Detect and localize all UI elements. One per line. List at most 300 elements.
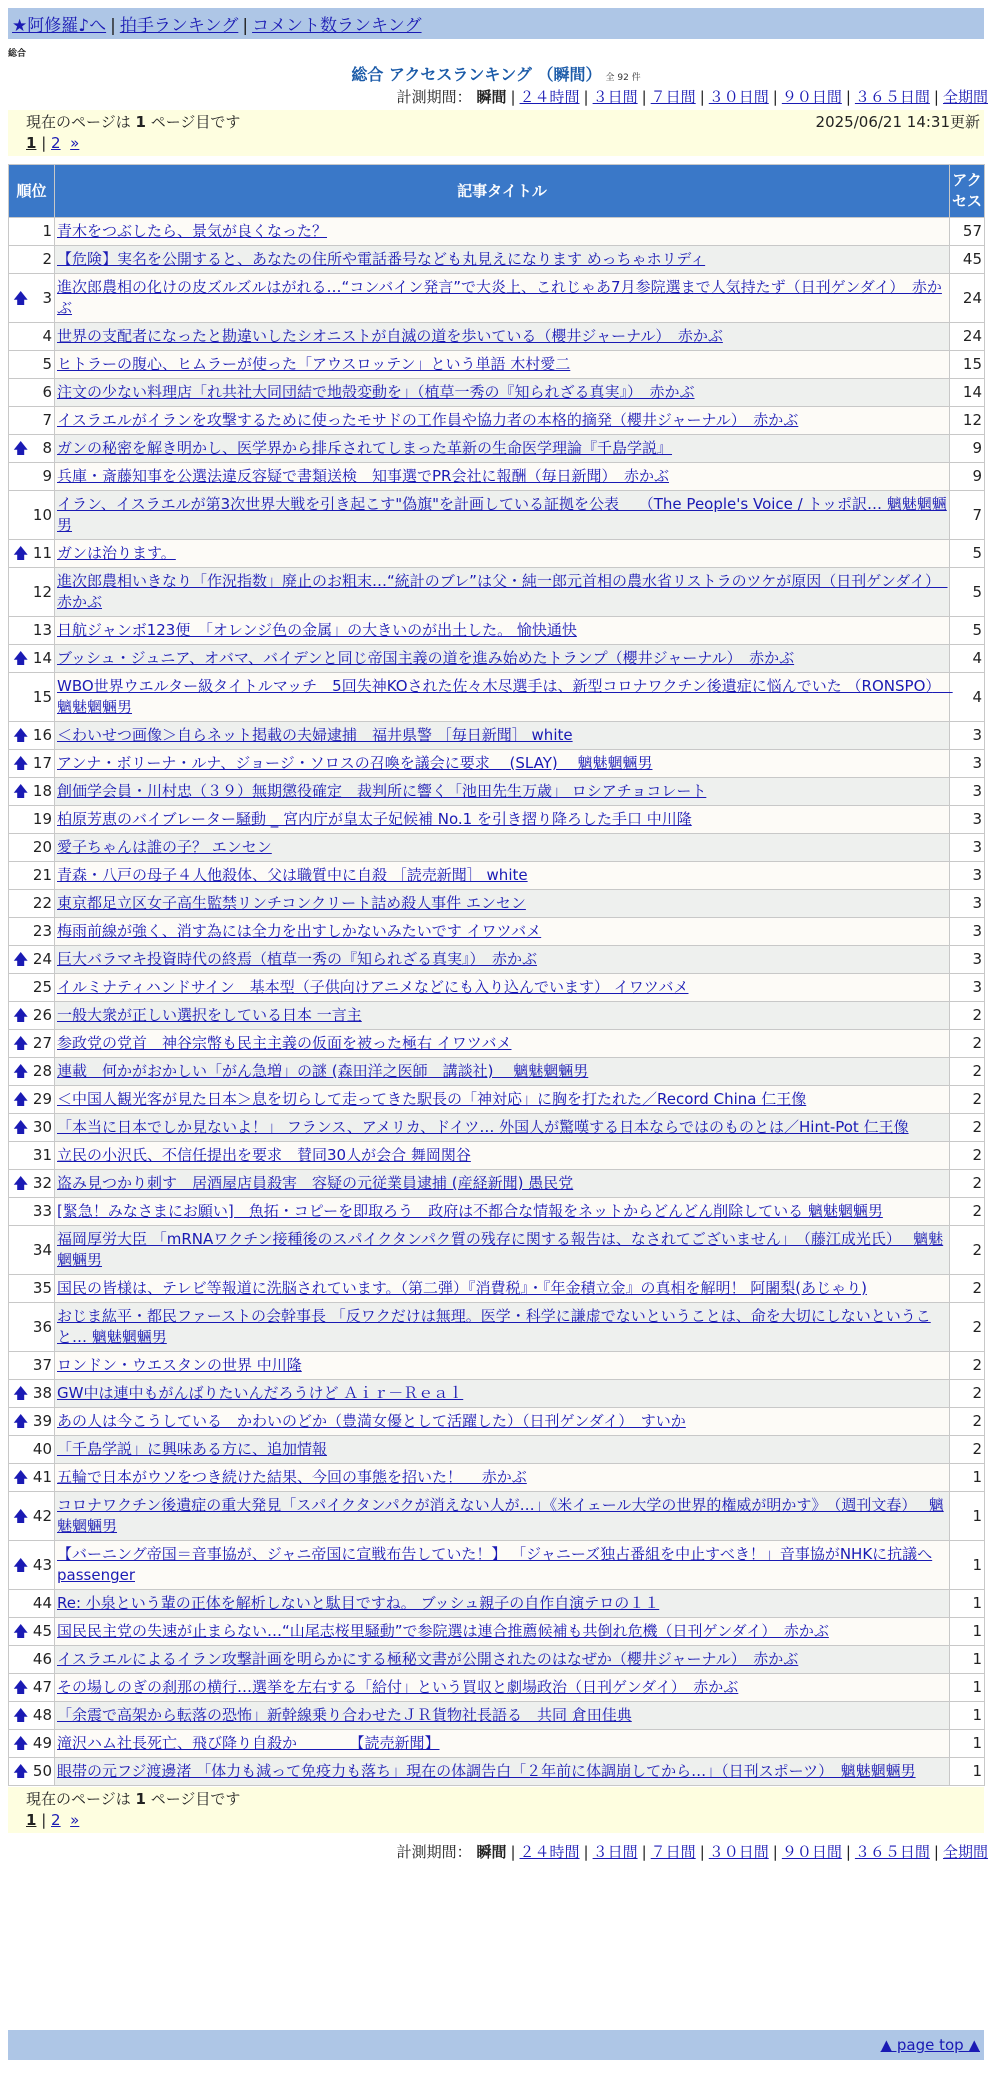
access-count: 3	[950, 974, 985, 1002]
article-title-link[interactable]: あの人は今こうしている かわいのどか（豊満女優として活躍した）（日刊ゲンダイ） すいか	[57, 1412, 686, 1430]
rank-up-arrow-icon: 🡅	[13, 950, 29, 968]
title-cell	[55, 1758, 950, 1786]
title-cell	[55, 918, 950, 946]
article-title-link[interactable]: 巨大バラマキ投資時代の終焉（植草一秀の『知られざる真実』） 赤かぶ	[57, 950, 538, 968]
article-title-link[interactable]: 眼帯の元フジ渡邊渚 「体力も減って免疫力も落ち」現在の体調告白「２年前に体調崩してから…」（日刊スポーツ） 魑魅魍魎男	[57, 1762, 916, 1780]
rank-cell	[9, 645, 55, 673]
access-count: 5	[950, 568, 985, 617]
table-row	[9, 1646, 985, 1674]
article-title-link[interactable]: 盗み見つかり刺す 居酒屋店員殺害 容疑の元従業員逮捕 (産経新聞) 愚民党	[57, 1174, 574, 1192]
title-cell	[55, 1114, 950, 1142]
rank-cell	[9, 1275, 55, 1303]
rank-cell	[9, 1758, 55, 1786]
access-count: 2	[950, 1142, 985, 1170]
rank-number: 7	[42, 411, 52, 429]
table-row	[9, 1730, 985, 1758]
access-count: 3	[950, 778, 985, 806]
access-count: 3	[950, 750, 985, 778]
table-row	[9, 246, 985, 274]
period-selector-bottom: 計測期間： 瞬間 | ２４時間 | ３日間 | ７日間 | ３０日間 | ９０日間 | ３６５日間 | 全期間	[396, 1843, 988, 1861]
period-7d[interactable]: ７日間	[650, 88, 696, 106]
rank-cell	[9, 673, 55, 722]
rank-number: 37	[32, 1356, 52, 1374]
access-count: 14	[950, 379, 985, 407]
current-page: 1	[135, 1790, 146, 1808]
period-30d[interactable]: ３０日間	[708, 88, 769, 106]
access-count: 1	[950, 1590, 985, 1618]
rank-up-arrow-icon: 🡅	[13, 726, 29, 744]
rank-cell	[9, 1142, 55, 1170]
table-row	[9, 1492, 985, 1541]
article-title-link[interactable]: Re: 小泉という輩の正体を解析しないと駄目ですね。 ブッシュ親子の自作自演テロの１１	[57, 1594, 660, 1612]
access-count: 15	[950, 351, 985, 379]
access-count: 5	[950, 540, 985, 568]
access-count: 1	[950, 1702, 985, 1730]
rank-number: 49	[32, 1734, 52, 1752]
page-top-link[interactable]: ▲ page top ▲	[880, 2036, 980, 2054]
rank-up-arrow-icon: 🡅	[13, 1034, 29, 1052]
nav-link-comment-ranking[interactable]: コメント数ランキング	[252, 16, 422, 36]
title-cell	[55, 1730, 950, 1758]
rank-cell	[9, 540, 55, 568]
article-title-link[interactable]: ロンドン・ウエスタンの世界 中川隆	[57, 1356, 302, 1374]
title-cell	[55, 463, 950, 491]
rank-cell	[9, 1730, 55, 1758]
rank-number: 11	[32, 544, 52, 562]
access-count: 3	[950, 862, 985, 890]
title-cell	[55, 379, 950, 407]
rank-number: 23	[32, 922, 52, 940]
table-row	[9, 806, 985, 834]
rank-number: 25	[32, 978, 52, 996]
article-title-link[interactable]: 日航ジャンボ123便 「オレンジ色の金属」の大きいのが出土した。 愉快通快	[57, 621, 577, 639]
rank-cell	[9, 750, 55, 778]
article-title-link[interactable]: ヒトラーの腹心、ヒムラーが使った「アウスロッテン」という単語 木村愛二	[57, 355, 571, 373]
rank-up-arrow-icon: 🡅	[13, 1384, 29, 1402]
title-cell	[55, 1352, 950, 1380]
access-count: 1	[950, 1464, 985, 1492]
article-title-link[interactable]: 「本当に日本でしか見ないよ！」 フランス、アメリカ、ドイツ… 外国人が驚嘆する日本ならではのものとは／Hint-Pot 仁王像	[57, 1118, 909, 1136]
header-title: 記事タイトル	[55, 165, 950, 218]
period-label: 計測期間：	[396, 88, 472, 106]
article-title-link[interactable]: 「余震で高架から転落の恐怖」新幹線乗り合わせたＪＲ貨物社長語る 共同 倉田佳典	[57, 1706, 632, 1724]
period-30d[interactable]: ３０日間	[708, 1843, 769, 1861]
period-365d[interactable]: ３６５日間	[854, 88, 930, 106]
access-count: 1	[950, 1730, 985, 1758]
rank-cell	[9, 1618, 55, 1646]
rank-number: 15	[32, 687, 52, 706]
period-24h[interactable]: ２４時間	[519, 88, 580, 106]
title-cell	[55, 645, 950, 673]
article-title-link[interactable]: アンナ・ボリーナ・ルナ、ジョージ・ソロスの召喚を議会に要求 (SLAY) 魑魅魍魎男	[57, 754, 653, 772]
article-title-link[interactable]: 連載 何かがおかしい「がん急増」の謎 (森田洋之医師 講談社) 魑魅魍魎男	[57, 1062, 589, 1080]
rank-up-arrow-icon: 🡅	[13, 1062, 29, 1080]
rank-up-arrow-icon: 🡅	[13, 544, 29, 562]
title-cell	[55, 1436, 950, 1464]
rank-number: 3	[42, 288, 52, 307]
period-7d[interactable]: ７日間	[650, 1843, 696, 1861]
rank-cell	[9, 491, 55, 540]
title-cell	[55, 617, 950, 645]
rank-up-arrow-icon: 🡅	[13, 1622, 29, 1640]
article-title-link[interactable]: ブッシュ・ジュニア、オバマ、バイデンと同じ帝国主義の道を進み始めたトランプ（櫻井ジャーナル） 赤かぶ	[57, 649, 795, 667]
table-row	[9, 568, 985, 617]
rank-number: 45	[32, 1622, 52, 1640]
title-cell	[55, 491, 950, 540]
rank-number: 24	[32, 950, 52, 968]
table-row	[9, 1702, 985, 1730]
article-title-link[interactable]: WBO世界ウエルター級タイトルマッチ 5回失神KOされた佐々木尽選手は、新型コロナワクチン後遺症に悩んでいた （RONSPO） 魑魅魍魎男	[57, 677, 953, 716]
article-title-link[interactable]: コロナワクチン後遺症の重大発見「スパイクタンパクが消えない人が…」《米イェール大学の世界的権威が明かす》 （週刊文春） 魑魅魍魎男	[57, 1496, 944, 1535]
article-title-link[interactable]: その場しのぎの刹那の横行…選挙を左右する「給付」という買収と劇場政治（日刊ゲンダイ） 赤かぶ	[57, 1678, 739, 1696]
rank-up-arrow-icon: 🡅	[13, 649, 29, 667]
rank-cell	[9, 778, 55, 806]
title-cell	[55, 1002, 950, 1030]
page-1: 1	[26, 1811, 37, 1829]
period-selector-top: 計測期間： 瞬間 | ２４時間 | ３日間 | ７日間 | ３０日間 | ９０日間 | ３６５日間 | 全期間	[396, 88, 988, 106]
access-count: 3	[950, 834, 985, 862]
article-title-link[interactable]: 【危険】実名を公開すると、あなたの住所や電話番号なども丸見えになります めっちゃホリディ	[57, 250, 706, 268]
rank-up-arrow-icon: 🡅	[13, 754, 29, 772]
access-count: 24	[950, 274, 985, 323]
table-row	[9, 1086, 985, 1114]
table-row	[9, 274, 985, 323]
rank-up-arrow-icon: 🡅	[13, 1678, 29, 1696]
rank-number: 27	[32, 1034, 52, 1052]
access-count: 7	[950, 491, 985, 540]
table-row	[9, 463, 985, 491]
article-title-link[interactable]: イラン、イスラエルが第3次世界大戦を引き起こす"偽旗"を計画している証拠を公表 （The People's Voice / トッポ訳… 魑魅魍魎男	[57, 495, 947, 534]
article-title-link[interactable]: 世界の支配者になったと勘違いしたシオニストが自滅の道を歩いている（櫻井ジャーナル） 赤かぶ	[57, 327, 723, 345]
rank-cell	[9, 722, 55, 750]
table-row	[9, 1618, 985, 1646]
article-title-link[interactable]: おじま紘平・都民ファーストの会幹事長 「反ワクだけは無理。医学・科学に謙虚でないということは、命を大切にしないということ… 魑魅魍魎男	[57, 1307, 931, 1346]
rank-number: 17	[32, 754, 52, 772]
rank-number: 18	[32, 782, 52, 800]
period-90d[interactable]: ９０日間	[781, 88, 842, 106]
header-access: アクセス	[950, 165, 985, 218]
title-cell	[55, 1303, 950, 1352]
rank-number: 28	[32, 1062, 52, 1080]
article-title-link[interactable]: イスラエルによるイラン攻撃計画を明らかにする極秘文書が公開されたのはなぜか（櫻井ジャーナル） 赤かぶ	[57, 1650, 799, 1668]
rank-cell	[9, 246, 55, 274]
access-count: 57	[950, 218, 985, 246]
article-title-link[interactable]: GW中は連中もがんばりたいんだろうけど Ａｉｒ－Ｒｅａｌ	[57, 1384, 464, 1402]
total-count: 全 92 件	[605, 73, 641, 83]
title-cell	[55, 1086, 950, 1114]
table-row	[9, 1030, 985, 1058]
title-cell	[55, 974, 950, 1002]
access-count: 2	[950, 1114, 985, 1142]
rank-cell	[9, 806, 55, 834]
title-cell	[55, 862, 950, 890]
top-nav	[8, 8, 984, 39]
rank-number: 50	[32, 1762, 52, 1780]
title-cell	[55, 1142, 950, 1170]
article-title-link[interactable]: 青森・八戸の母子４人他殺体、父は職質中に自殺 ［読売新聞］ white	[57, 866, 528, 884]
page-prefix: 現在のページは	[26, 113, 131, 131]
table-row	[9, 1170, 985, 1198]
article-title-link[interactable]: 国民の皆様は、テレビ等報道に洗脳されています。（第二弾）『消費税』・『年金積立金』の真相を解明！ 阿闍梨(あじゃり)	[57, 1279, 867, 1297]
rank-cell	[9, 1702, 55, 1730]
rank-number: 14	[32, 649, 52, 667]
period-90d[interactable]: ９０日間	[781, 1843, 842, 1861]
rank-number: 39	[32, 1412, 52, 1430]
rank-cell	[9, 862, 55, 890]
next-page-link[interactable]: »	[70, 1811, 80, 1829]
rank-up-arrow-icon: 🡅	[13, 1734, 29, 1752]
access-count: 2	[950, 1086, 985, 1114]
access-count: 24	[950, 323, 985, 351]
period-24h[interactable]: ２４時間	[519, 1843, 580, 1861]
title-cell	[55, 540, 950, 568]
rank-number: 38	[32, 1384, 52, 1402]
rank-cell	[9, 617, 55, 645]
access-count: 12	[950, 407, 985, 435]
table-row	[9, 1380, 985, 1408]
article-title-link[interactable]: 梅雨前線が強く、消す為には全力を出すしかないみたいです イワツバメ	[57, 922, 542, 940]
rank-number: 1	[42, 222, 52, 240]
article-title-link[interactable]: ＜わいせつ画像＞自らネット掲載の夫婦逮捕 福井県警 ［毎日新聞］ white	[57, 726, 573, 744]
rank-cell	[9, 1170, 55, 1198]
rank-number: 19	[32, 810, 52, 828]
title-cell	[55, 218, 950, 246]
rank-cell	[9, 1380, 55, 1408]
header-rank: 順位	[9, 165, 55, 218]
article-title-link[interactable]: 注文の少ない料理店「れ共社大同団結で地殻変動を」（植草一秀の『知られざる真実』） 赤かぶ	[57, 383, 695, 401]
rank-cell	[9, 890, 55, 918]
table-row	[9, 974, 985, 1002]
rank-number: 6	[42, 383, 52, 401]
access-count: 1	[950, 1541, 985, 1590]
table-row	[9, 834, 985, 862]
title-cell	[55, 1198, 950, 1226]
rank-up-arrow-icon: 🡅	[13, 782, 29, 800]
rank-cell	[9, 1030, 55, 1058]
article-title-link[interactable]: ガンの秘密を解き明かし、医学界から排斥されてしまった革新の生命医学理論『千島学説』	[57, 439, 673, 457]
bottom-bar	[8, 2030, 984, 2060]
rank-number: 47	[32, 1678, 52, 1696]
access-count: 1	[950, 1758, 985, 1786]
rank-number: 46	[32, 1650, 52, 1668]
page-suffix: ページ目です	[150, 113, 241, 131]
table-row	[9, 1114, 985, 1142]
rank-up-arrow-icon: 🡅	[13, 1090, 29, 1108]
nav-link-ashura[interactable]: ★阿修羅♪へ	[12, 16, 107, 36]
rank-number: 42	[32, 1506, 52, 1525]
rank-up-arrow-icon: 🡅	[13, 1506, 29, 1525]
rank-number: 36	[32, 1317, 52, 1336]
article-title-link[interactable]: 柏原芳恵のバイブレーター騒動 _ 宮内庁が皇太子妃候補 No.1 を引き摺り降ろした手口 中川隆	[57, 810, 692, 828]
article-title-link[interactable]: 青木をつぶしたら、景気が良くなった？	[57, 222, 328, 240]
section-tag: 総合	[8, 49, 27, 59]
rank-up-arrow-icon: 🡅	[13, 1412, 29, 1430]
period-current: 瞬間	[476, 1843, 507, 1861]
article-title-link[interactable]: 愛子ちゃんは誰の子？ エンセン	[57, 838, 272, 856]
title-cell	[55, 1030, 950, 1058]
next-page-link[interactable]: »	[70, 134, 80, 152]
rank-number: 2	[42, 250, 52, 268]
access-count: 45	[950, 246, 985, 274]
rank-number: 16	[32, 726, 52, 744]
rank-cell	[9, 834, 55, 862]
rank-cell	[9, 946, 55, 974]
ranking-title-block	[0, 62, 992, 85]
title-cell	[55, 568, 950, 617]
title-cell	[55, 1380, 950, 1408]
title-cell	[55, 351, 950, 379]
table-row	[9, 778, 985, 806]
article-title-link[interactable]: 一般大衆が正しい選択をしている日本 一言主	[57, 1006, 362, 1024]
table-row	[9, 540, 985, 568]
title-cell	[55, 1618, 950, 1646]
article-title-link[interactable]: 滝沢ハム社長死亡、飛び降り自殺か 【読売新聞】	[57, 1734, 440, 1752]
rank-number: 48	[32, 1706, 52, 1724]
title-cell	[55, 778, 950, 806]
title-cell	[55, 435, 950, 463]
rank-number: 21	[32, 866, 52, 884]
access-count: 2	[950, 1352, 985, 1380]
article-title-link[interactable]: 創価学会員・川村忠（３９）無期懲役確定 裁判所に響く「池田先生万歳」 ロシアチョコレート	[57, 782, 707, 800]
access-count: 3	[950, 918, 985, 946]
table-row	[9, 722, 985, 750]
nav-separator: |	[242, 16, 249, 36]
rank-number: 9	[42, 467, 52, 485]
article-title-link[interactable]: 「千島学説」に興味ある方に、追加情報	[57, 1440, 328, 1458]
article-title-link[interactable]: 国民民主党の失速が止まらない…“山尾志桜里騒動”で参院選は連合推薦候補も共倒れ危機（日刊ゲンダイ） 赤かぶ	[57, 1622, 829, 1640]
table-row	[9, 1226, 985, 1275]
rank-cell	[9, 379, 55, 407]
rank-number: 33	[32, 1202, 52, 1220]
rank-up-arrow-icon: 🡅	[13, 1118, 29, 1136]
access-count: 2	[950, 1408, 985, 1436]
period-all[interactable]: 全期間	[942, 1843, 988, 1861]
access-count: 3	[950, 806, 985, 834]
article-title-link[interactable]: 兵庫・斎藤知事を公選法違反容疑で書類送検 知事選でPR会社に報酬（毎日新聞） 赤かぶ	[57, 467, 669, 485]
rank-cell	[9, 1541, 55, 1590]
table-row	[9, 379, 985, 407]
period-3d[interactable]: ３日間	[592, 88, 638, 106]
title-cell	[55, 1590, 950, 1618]
table-row	[9, 1002, 985, 1030]
title-cell	[55, 407, 950, 435]
article-title-link[interactable]: イスラエルがイランを攻撃するために使ったモサドの工作員や協力者の本格的摘発（櫻井ジャーナル） 赤かぶ	[57, 411, 799, 429]
table-row	[9, 1541, 985, 1590]
title-cell	[55, 1464, 950, 1492]
rank-cell	[9, 918, 55, 946]
title-cell	[55, 1702, 950, 1730]
table-row	[9, 1590, 985, 1618]
page-2-link[interactable]: 2	[51, 1811, 61, 1829]
rank-up-arrow-icon: 🡅	[13, 1762, 29, 1780]
article-title-link[interactable]: 【バーニング帝国＝音事協が、ジャニ帝国に宣戦布告していた！】 「ジャニーズ独占番組を中止すべき！」音事協がNHKに抗議へ passenger	[57, 1545, 933, 1584]
rank-number: 20	[32, 838, 52, 856]
rank-cell	[9, 351, 55, 379]
period-365d[interactable]: ３６５日間	[854, 1843, 930, 1861]
rank-number: 30	[32, 1118, 52, 1136]
rank-cell	[9, 1002, 55, 1030]
rank-number: 44	[32, 1594, 52, 1612]
article-title-link[interactable]: 福岡厚労大臣 「mRNAワクチン接種後のスパイクタンパク質の残存に関する報告は、なされてございません」 （藤江成光氏） 魑魅魍魎男	[57, 1230, 944, 1269]
title-cell	[55, 890, 950, 918]
rank-up-arrow-icon: 🡅	[13, 1006, 29, 1024]
rank-cell	[9, 1058, 55, 1086]
access-count: 2	[950, 1275, 985, 1303]
access-count: 5	[950, 617, 985, 645]
access-count: 2	[950, 1436, 985, 1464]
rank-cell	[9, 1590, 55, 1618]
title-cell	[55, 1646, 950, 1674]
table-row	[9, 1352, 985, 1380]
article-title-link[interactable]: ガンは治ります。	[57, 544, 176, 562]
article-title-link[interactable]: [緊急！みなさまにお願い] 魚拓・コピーを即取ろう 政府は不都合な情報をネットからどんどん削除している 魑魅魍魎男	[57, 1202, 883, 1220]
title-cell	[55, 834, 950, 862]
page-info-bottom	[8, 1787, 984, 1833]
title-cell	[55, 1674, 950, 1702]
period-all[interactable]: 全期間	[942, 88, 988, 106]
article-title-link[interactable]: 立民の小沢氏、不信任提出を要求 賛同30人が会合 舞岡関谷	[57, 1146, 471, 1164]
rank-up-arrow-icon: 🡅	[13, 288, 29, 307]
table-row	[9, 617, 985, 645]
access-count: 1	[950, 1618, 985, 1646]
rank-cell	[9, 1492, 55, 1541]
table-row	[9, 1142, 985, 1170]
access-count: 2	[950, 1303, 985, 1352]
rank-cell	[9, 323, 55, 351]
nav-link-applause-ranking[interactable]: 拍手ランキング	[119, 16, 239, 36]
table-row	[9, 1758, 985, 1786]
title-cell	[55, 1170, 950, 1198]
updated-time: 2025/06/21 14:31更新	[815, 113, 980, 131]
nav-separator: |	[110, 16, 116, 36]
rank-number: 12	[32, 582, 52, 601]
page-prefix: 現在のページは	[26, 1790, 131, 1808]
current-page: 1	[135, 113, 146, 131]
table-row	[9, 323, 985, 351]
rank-number: 34	[32, 1240, 52, 1259]
access-count: 2	[950, 1002, 985, 1030]
rank-cell	[9, 974, 55, 1002]
rank-number: 26	[32, 1006, 52, 1024]
article-title-link[interactable]: 東京都足立区女子高生監禁リンチコンクリート詰め殺人事件 エンセン	[57, 894, 526, 912]
period-3d[interactable]: ３日間	[592, 1843, 638, 1861]
access-count: 4	[950, 645, 985, 673]
rank-cell	[9, 1303, 55, 1352]
rank-cell	[9, 1198, 55, 1226]
table-row	[9, 1408, 985, 1436]
access-count: 9	[950, 463, 985, 491]
article-title-link[interactable]: ＜中国人観光客が見た日本＞息を切らして走ってきた駅長の「神対応」に胸を打たれた／Record China 仁王像	[57, 1090, 807, 1108]
title-cell	[55, 806, 950, 834]
article-title-link[interactable]: 進次郎農相の化けの皮ズルズルはがれる…“コンバイン発言”で大炎上、これじゃあ7月参院選まで人気持たず（日刊ゲンダイ） 赤かぶ	[57, 278, 942, 317]
rank-number: 41	[32, 1468, 52, 1486]
rank-cell	[9, 435, 55, 463]
rank-number: 4	[42, 327, 52, 345]
table-row	[9, 918, 985, 946]
rank-up-arrow-icon: 🡅	[13, 1706, 29, 1724]
table-row	[9, 645, 985, 673]
article-title-link[interactable]: 参政党の党首 神谷宗幣も民主主義の仮面を被った極右 イワツバメ	[57, 1034, 512, 1052]
article-title-link[interactable]: 進次郎農相いきなり「作況指数」廃止のお粗末…“統計のブレ”は父・純一郎元首相の農水省リストラのツケが原因（日刊ゲンダイ） 赤かぶ	[57, 572, 948, 611]
rank-up-arrow-icon: 🡅	[13, 439, 29, 457]
article-title-link[interactable]: 五輪で日本がウソをつき続けた結果、今回の事態を招いた！ 赤かぶ	[57, 1468, 527, 1486]
rank-cell	[9, 1646, 55, 1674]
access-count: 3	[950, 946, 985, 974]
access-count: 1	[950, 1492, 985, 1541]
article-title-link[interactable]: イルミナティハンドサイン 基本型（子供向けアニメなどにも入り込んでいます） イワツバメ	[57, 978, 689, 996]
period-label: 計測期間：	[396, 1843, 472, 1861]
page-2-link[interactable]: 2	[51, 134, 61, 152]
